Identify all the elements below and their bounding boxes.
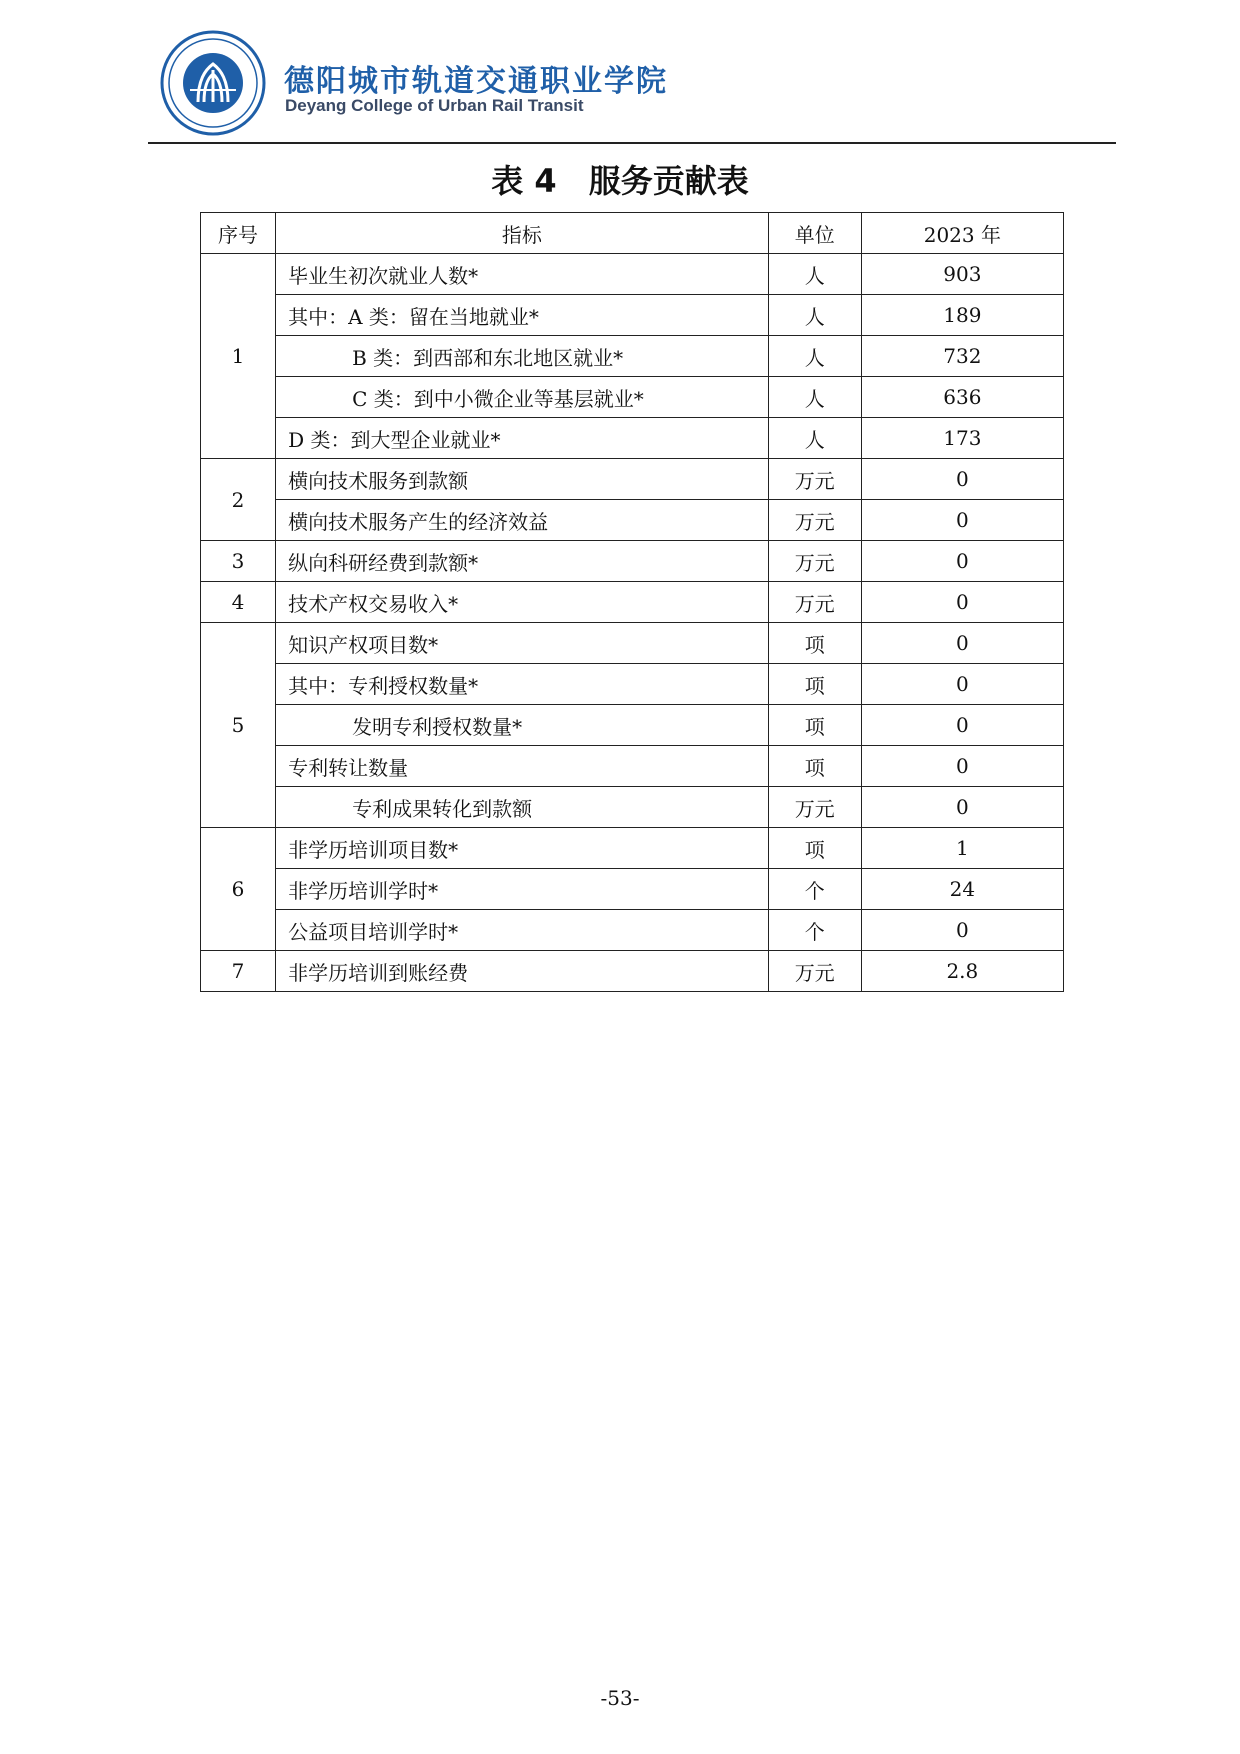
- indicator-cell: 毕业生初次就业人数*: [276, 254, 769, 295]
- unit-cell: 人: [768, 418, 861, 459]
- value-cell: 24: [861, 869, 1063, 910]
- service-contribution-table: [200, 212, 1064, 992]
- table-row: [201, 746, 1064, 787]
- header-year: 2023 年: [861, 213, 1063, 254]
- indicator-cell: 横向技术服务产生的经济效益: [276, 500, 769, 541]
- value-cell: 1: [861, 828, 1063, 869]
- indicator-cell: 技术产权交易收入*: [276, 582, 769, 623]
- unit-cell: 万元: [768, 500, 861, 541]
- unit-cell: 人: [768, 336, 861, 377]
- table-title: 表 4 服务贡献表: [491, 162, 749, 200]
- indicator-cell: 其中：专利授权数量*: [276, 664, 769, 705]
- table-row: [201, 295, 1064, 336]
- table-row: [201, 541, 1064, 582]
- value-cell: 189: [861, 295, 1063, 336]
- indicator-cell: 其中：A 类：留在当地就业*: [276, 295, 769, 336]
- page-number: -53-: [600, 1686, 640, 1710]
- header-indicator: 指标: [276, 213, 769, 254]
- table-row: [201, 787, 1064, 828]
- table-row: [201, 418, 1064, 459]
- value-cell: 2.8: [861, 951, 1063, 992]
- seq-cell: 2: [201, 459, 276, 541]
- table-row: [201, 910, 1064, 951]
- unit-cell: 项: [768, 746, 861, 787]
- unit-cell: 万元: [768, 541, 861, 582]
- document-header: [160, 30, 1120, 140]
- school-name-en: Deyang College of Urban Rail Transit: [285, 96, 584, 115]
- unit-cell: 万元: [768, 951, 861, 992]
- header-seq: 序号: [201, 213, 276, 254]
- value-cell: 0: [861, 787, 1063, 828]
- table-row: [201, 664, 1064, 705]
- table-header-row: [201, 213, 1064, 254]
- table-row: [201, 705, 1064, 746]
- indicator-cell: 知识产权项目数*: [276, 623, 769, 664]
- table-row: [201, 459, 1064, 500]
- seq-cell: 5: [201, 623, 276, 828]
- school-name-cn: 德阳城市轨道交通职业学院: [284, 64, 668, 99]
- table-row: [201, 500, 1064, 541]
- unit-cell: 人: [768, 377, 861, 418]
- value-cell: 0: [861, 910, 1063, 951]
- indicator-cell: 非学历培训学时*: [276, 869, 769, 910]
- value-cell: 0: [861, 582, 1063, 623]
- value-cell: 636: [861, 377, 1063, 418]
- header-unit: 单位: [768, 213, 861, 254]
- unit-cell: 项: [768, 828, 861, 869]
- unit-cell: 个: [768, 869, 861, 910]
- unit-cell: 人: [768, 295, 861, 336]
- unit-cell: 项: [768, 705, 861, 746]
- seq-cell: 3: [201, 541, 276, 582]
- seq-cell: 6: [201, 828, 276, 951]
- indicator-cell: 非学历培训到账经费: [276, 951, 769, 992]
- value-cell: 0: [861, 541, 1063, 582]
- indicator-cell: C 类：到中小微企业等基层就业*: [276, 377, 769, 418]
- value-cell: 0: [861, 664, 1063, 705]
- table-row: [201, 336, 1064, 377]
- indicator-cell: 非学历培训项目数*: [276, 828, 769, 869]
- value-cell: 903: [861, 254, 1063, 295]
- indicator-cell: 专利成果转化到款额: [276, 787, 769, 828]
- indicator-cell: D 类：到大型企业就业*: [276, 418, 769, 459]
- indicator-cell: 公益项目培训学时*: [276, 910, 769, 951]
- seq-cell: 7: [201, 951, 276, 992]
- table-row: [201, 951, 1064, 992]
- table-row: [201, 623, 1064, 664]
- unit-cell: 万元: [768, 787, 861, 828]
- table-row: [201, 828, 1064, 869]
- unit-cell: 人: [768, 254, 861, 295]
- header-divider: [148, 142, 1116, 144]
- value-cell: 173: [861, 418, 1063, 459]
- indicator-cell: 横向技术服务到款额: [276, 459, 769, 500]
- table-row: [201, 254, 1064, 295]
- college-logo: [160, 30, 266, 136]
- unit-cell: 万元: [768, 459, 861, 500]
- value-cell: 732: [861, 336, 1063, 377]
- indicator-cell: 纵向科研经费到款额*: [276, 541, 769, 582]
- unit-cell: 项: [768, 664, 861, 705]
- indicator-cell: 专利转让数量: [276, 746, 769, 787]
- unit-cell: 项: [768, 623, 861, 664]
- seq-cell: 4: [201, 582, 276, 623]
- indicator-cell: 发明专利授权数量*: [276, 705, 769, 746]
- value-cell: 0: [861, 500, 1063, 541]
- value-cell: 0: [861, 459, 1063, 500]
- table-row: [201, 377, 1064, 418]
- table-row: [201, 869, 1064, 910]
- value-cell: 0: [861, 705, 1063, 746]
- unit-cell: 个: [768, 910, 861, 951]
- unit-cell: 万元: [768, 582, 861, 623]
- value-cell: 0: [861, 623, 1063, 664]
- indicator-cell: B 类：到西部和东北地区就业*: [276, 336, 769, 377]
- table-row: [201, 582, 1064, 623]
- value-cell: 0: [861, 746, 1063, 787]
- seq-cell: 1: [201, 254, 276, 459]
